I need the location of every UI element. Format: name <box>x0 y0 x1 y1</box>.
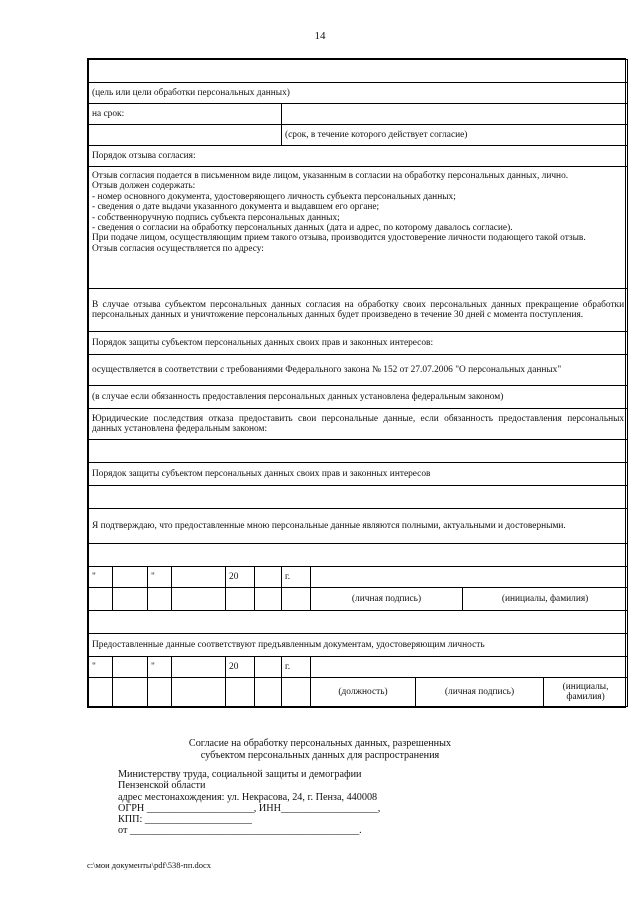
initials-label: (инициалы, фамилия) <box>463 588 628 611</box>
term-field[interactable] <box>282 104 628 125</box>
date-year-suffix: г. <box>282 567 311 588</box>
confirmation-statement: Я подтверждаю, что предоставленные мною персональные данные являются полными, актуальными и достоверными. <box>89 509 628 544</box>
kpp-line[interactable]: КПП: _____________________ <box>118 814 252 826</box>
protection-law: осуществляется в соответствии с требованиями Федерального закона № 152 от 27.07.2006 "О персональных данных" <box>89 355 628 386</box>
date-day-field[interactable] <box>113 657 148 678</box>
date-year-suffix: г. <box>282 657 311 678</box>
date-quote-close: " <box>148 657 172 678</box>
protection-heading: Порядок защиты субъектом персональных данных своих прав и законных интересов: <box>89 332 628 355</box>
consent-title <box>0 738 640 762</box>
revocation-effect: В случае отзыва субъектом персональных данных согласия на обработку своих персональных данных прекращение обработки персональных данных и уничтожение персональных данных будет произведено в течение 30 дней с момента поступления. <box>89 289 628 332</box>
protection-heading-2: Порядок защиты субъектом персональных данных своих прав и законных интересов <box>89 463 628 486</box>
sig-cell <box>172 588 226 611</box>
sig-cell <box>89 588 113 611</box>
purpose-field[interactable] <box>89 60 628 83</box>
term-hint: (срок, в течение которого действует согласие) <box>282 125 628 146</box>
revocation-procedure <box>89 167 628 289</box>
revocation-line: Отзыв согласия подается в письменном виде лицом, указанным в согласии на обработку персональных данных, лично. <box>92 171 569 181</box>
sig-cell <box>172 678 226 707</box>
refusal-field[interactable] <box>89 440 628 463</box>
consent-form-table <box>87 58 626 708</box>
from-line[interactable]: от _____________________________________________. <box>118 825 362 837</box>
addressee-line: адрес местонахождения: ул. Некрасова, 24, г. Пенза, 440008 <box>118 791 378 803</box>
sig-cell <box>282 588 311 611</box>
sig-cell <box>282 678 311 707</box>
revocation-line: При подаче лицом, осуществляющим прием такого отзыва, производится удостоверение личности подающего такой отзыв. <box>92 233 586 244</box>
addressee-line: Пензенской области <box>118 780 206 792</box>
position-label: (должность) <box>311 678 416 707</box>
addressee-block <box>118 769 418 837</box>
date-year-field[interactable] <box>255 567 282 588</box>
obligation-note: (в случае если обязанность предоставления персональных данных установлена федеральным законом) <box>89 386 628 409</box>
signature-label: (личная подпись) <box>311 588 463 611</box>
revocation-line: Отзыв согласия осуществляется по адресу: <box>92 243 264 254</box>
date-quote-open: " <box>89 657 113 678</box>
date-day-field[interactable] <box>113 567 148 588</box>
page-number: 14 <box>314 30 326 42</box>
revocation-line: - сведения о согласии на обработку персональных данных (дата и адрес, по которому давалось согласие). <box>92 223 513 234</box>
term-label: на срок: <box>89 104 282 125</box>
revocation-line: - собственноручную подпись субъекта персональных данных; <box>92 212 340 223</box>
sig-cell <box>148 678 172 707</box>
date-year-field[interactable] <box>255 657 282 678</box>
date-quote-open: " <box>89 567 113 588</box>
sig-cell <box>89 678 113 707</box>
confirmation-blank <box>89 544 628 567</box>
date-month-field[interactable] <box>172 567 226 588</box>
term-blank-cell <box>89 125 282 146</box>
date-quote-close: " <box>148 567 172 588</box>
sig-cell <box>113 678 148 707</box>
file-path: c:\мои документы\pdf\538-пп.docx <box>87 860 212 870</box>
sig-cell <box>113 588 148 611</box>
ogrn-inn-line[interactable]: ОГРН _____________________, ИНН___________________, <box>118 802 381 814</box>
sig-cell <box>255 678 282 707</box>
revocation-line: - сведения о дате выдачи указанного документа и выдавшем его органе; <box>92 202 380 213</box>
date-row-blank <box>311 657 628 678</box>
purpose-label: (цель или цели обработки персональных данных) <box>89 83 628 104</box>
sig-cell <box>148 588 172 611</box>
protection-field[interactable] <box>89 486 628 509</box>
date-month-field[interactable] <box>172 657 226 678</box>
revocation-line: - номер основного документа, удостоверяющего личность субъекта персональных данных; <box>92 191 456 202</box>
date-row-blank <box>311 567 628 588</box>
revocation-heading: Порядок отзыва согласия: <box>89 146 628 167</box>
refusal-consequences: Юридические последствия отказа предоставить свои персональные данные, если обязанность предоставления персональных данных установлена федеральным законом: <box>89 409 628 440</box>
date-year-prefix: 20 <box>226 657 255 678</box>
sig-cell <box>226 588 255 611</box>
consent-title-line: Согласие на обработку персональных данных, разрешенных <box>188 738 452 749</box>
date-year-prefix: 20 <box>226 567 255 588</box>
initials-label-2: (инициалы, фамилия) <box>544 678 628 707</box>
verification-statement: Предоставленные данные соответствуют предъявленным документам, удостоверяющим личность <box>89 634 628 657</box>
addressee-line: Министерству труда, социальной защиты и демографии <box>118 769 362 780</box>
sig-cell <box>255 588 282 611</box>
consent-title-line: субъектом персональных данных для распространения <box>200 750 440 761</box>
revocation-line: Отзыв должен содержать: <box>92 181 196 192</box>
signature-label-2: (личная подпись) <box>416 678 544 707</box>
signature-blank <box>89 611 628 634</box>
sig-cell <box>226 678 255 707</box>
